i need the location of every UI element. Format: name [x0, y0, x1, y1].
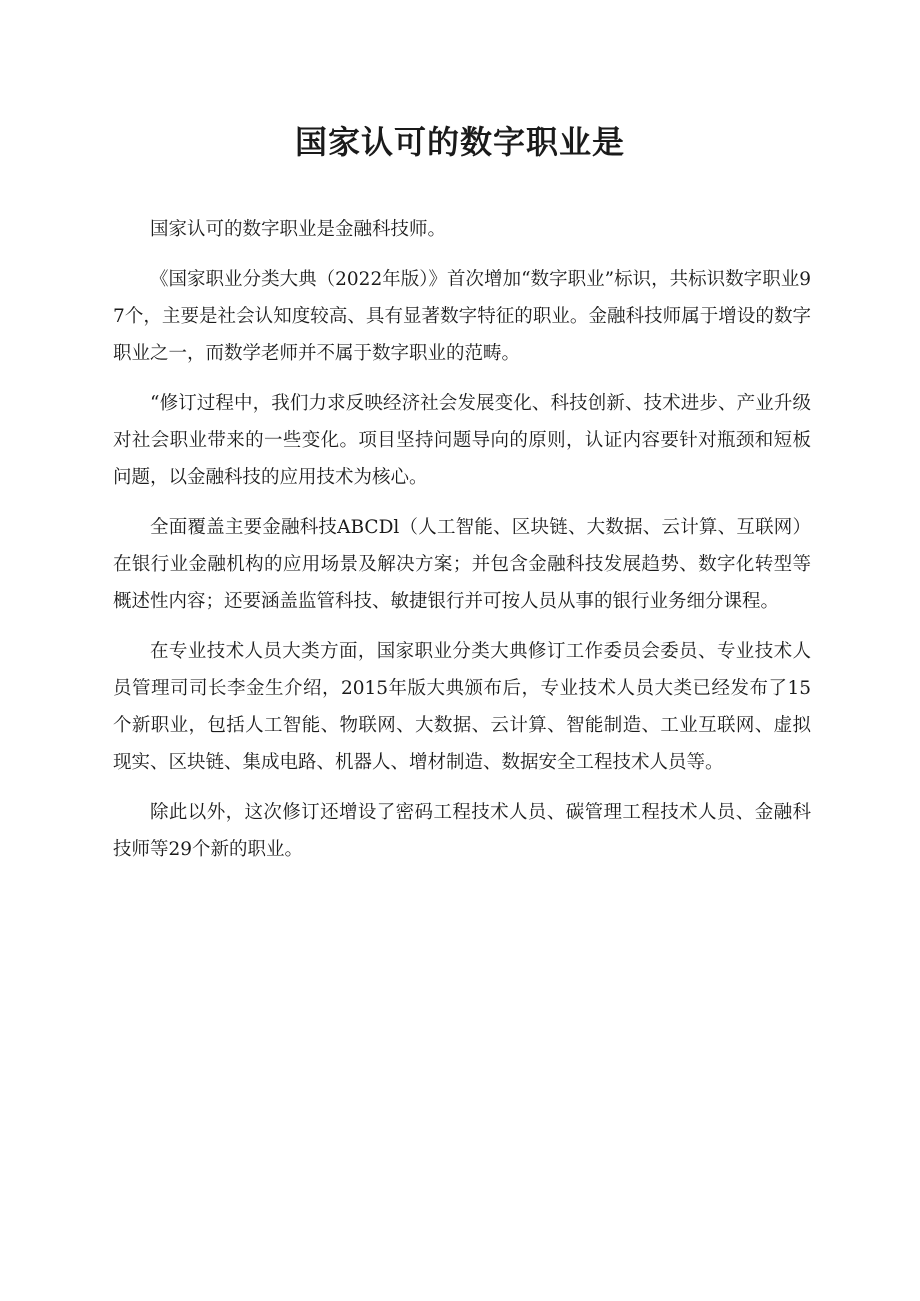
paragraph-6: 除此以外，这次修订还增设了密码工程技术人员、碳管理工程技术人员、金融科技师等29个新的职业。	[113, 802, 811, 860]
paragraph-5: 在专业技术人员大类方面，国家职业分类大典修订工作委员会委员、专业技术人员管理司司长李金生介绍，2015年版大典颁布后，专业技术人员大类已经发布了15个新职业，包括人工智能、物联网、大数据、云计算、智能制造、工业互联网、虚拟现实、区块链、集成电路、机器人、增材制造、数据安全工程技术人员等。	[113, 641, 811, 773]
paragraph-4: 全面覆盖主要金融科技ABCDl（人工智能、区块链、大数据、云计算、互联网）在银行业金融机构的应用场景及解决方案；并包含金融科技发展趋势、数字化转型等概述性内容；还要涵盖监管科技、敏捷银行并可按人员从事的银行业务细分课程。	[113, 517, 811, 612]
paragraph-1: 国家认可的数字职业是金融科技师。	[150, 219, 447, 240]
document-body	[113, 211, 811, 881]
paragraph-2: 《国家职业分类大典（2022年版）》首次增加“数字职业”标识，共标识数字职业97个，主要是社会认知度较高、具有显著数字特征的职业。金融科技师属于增设的数字职业之一，而数学老师并不属于数字职业的范畴。	[113, 269, 811, 364]
document-title: 国家认可的数字职业是	[294, 123, 625, 161]
paragraph-3: “修订过程中，我们力求反映经济社会发展变化、科技创新、技术进步、产业升级对社会职业带来的一些变化。项目坚持问题导向的原则，认证内容要针对瓶颈和短板问题，以金融科技的应用技术为核心。	[113, 393, 811, 488]
